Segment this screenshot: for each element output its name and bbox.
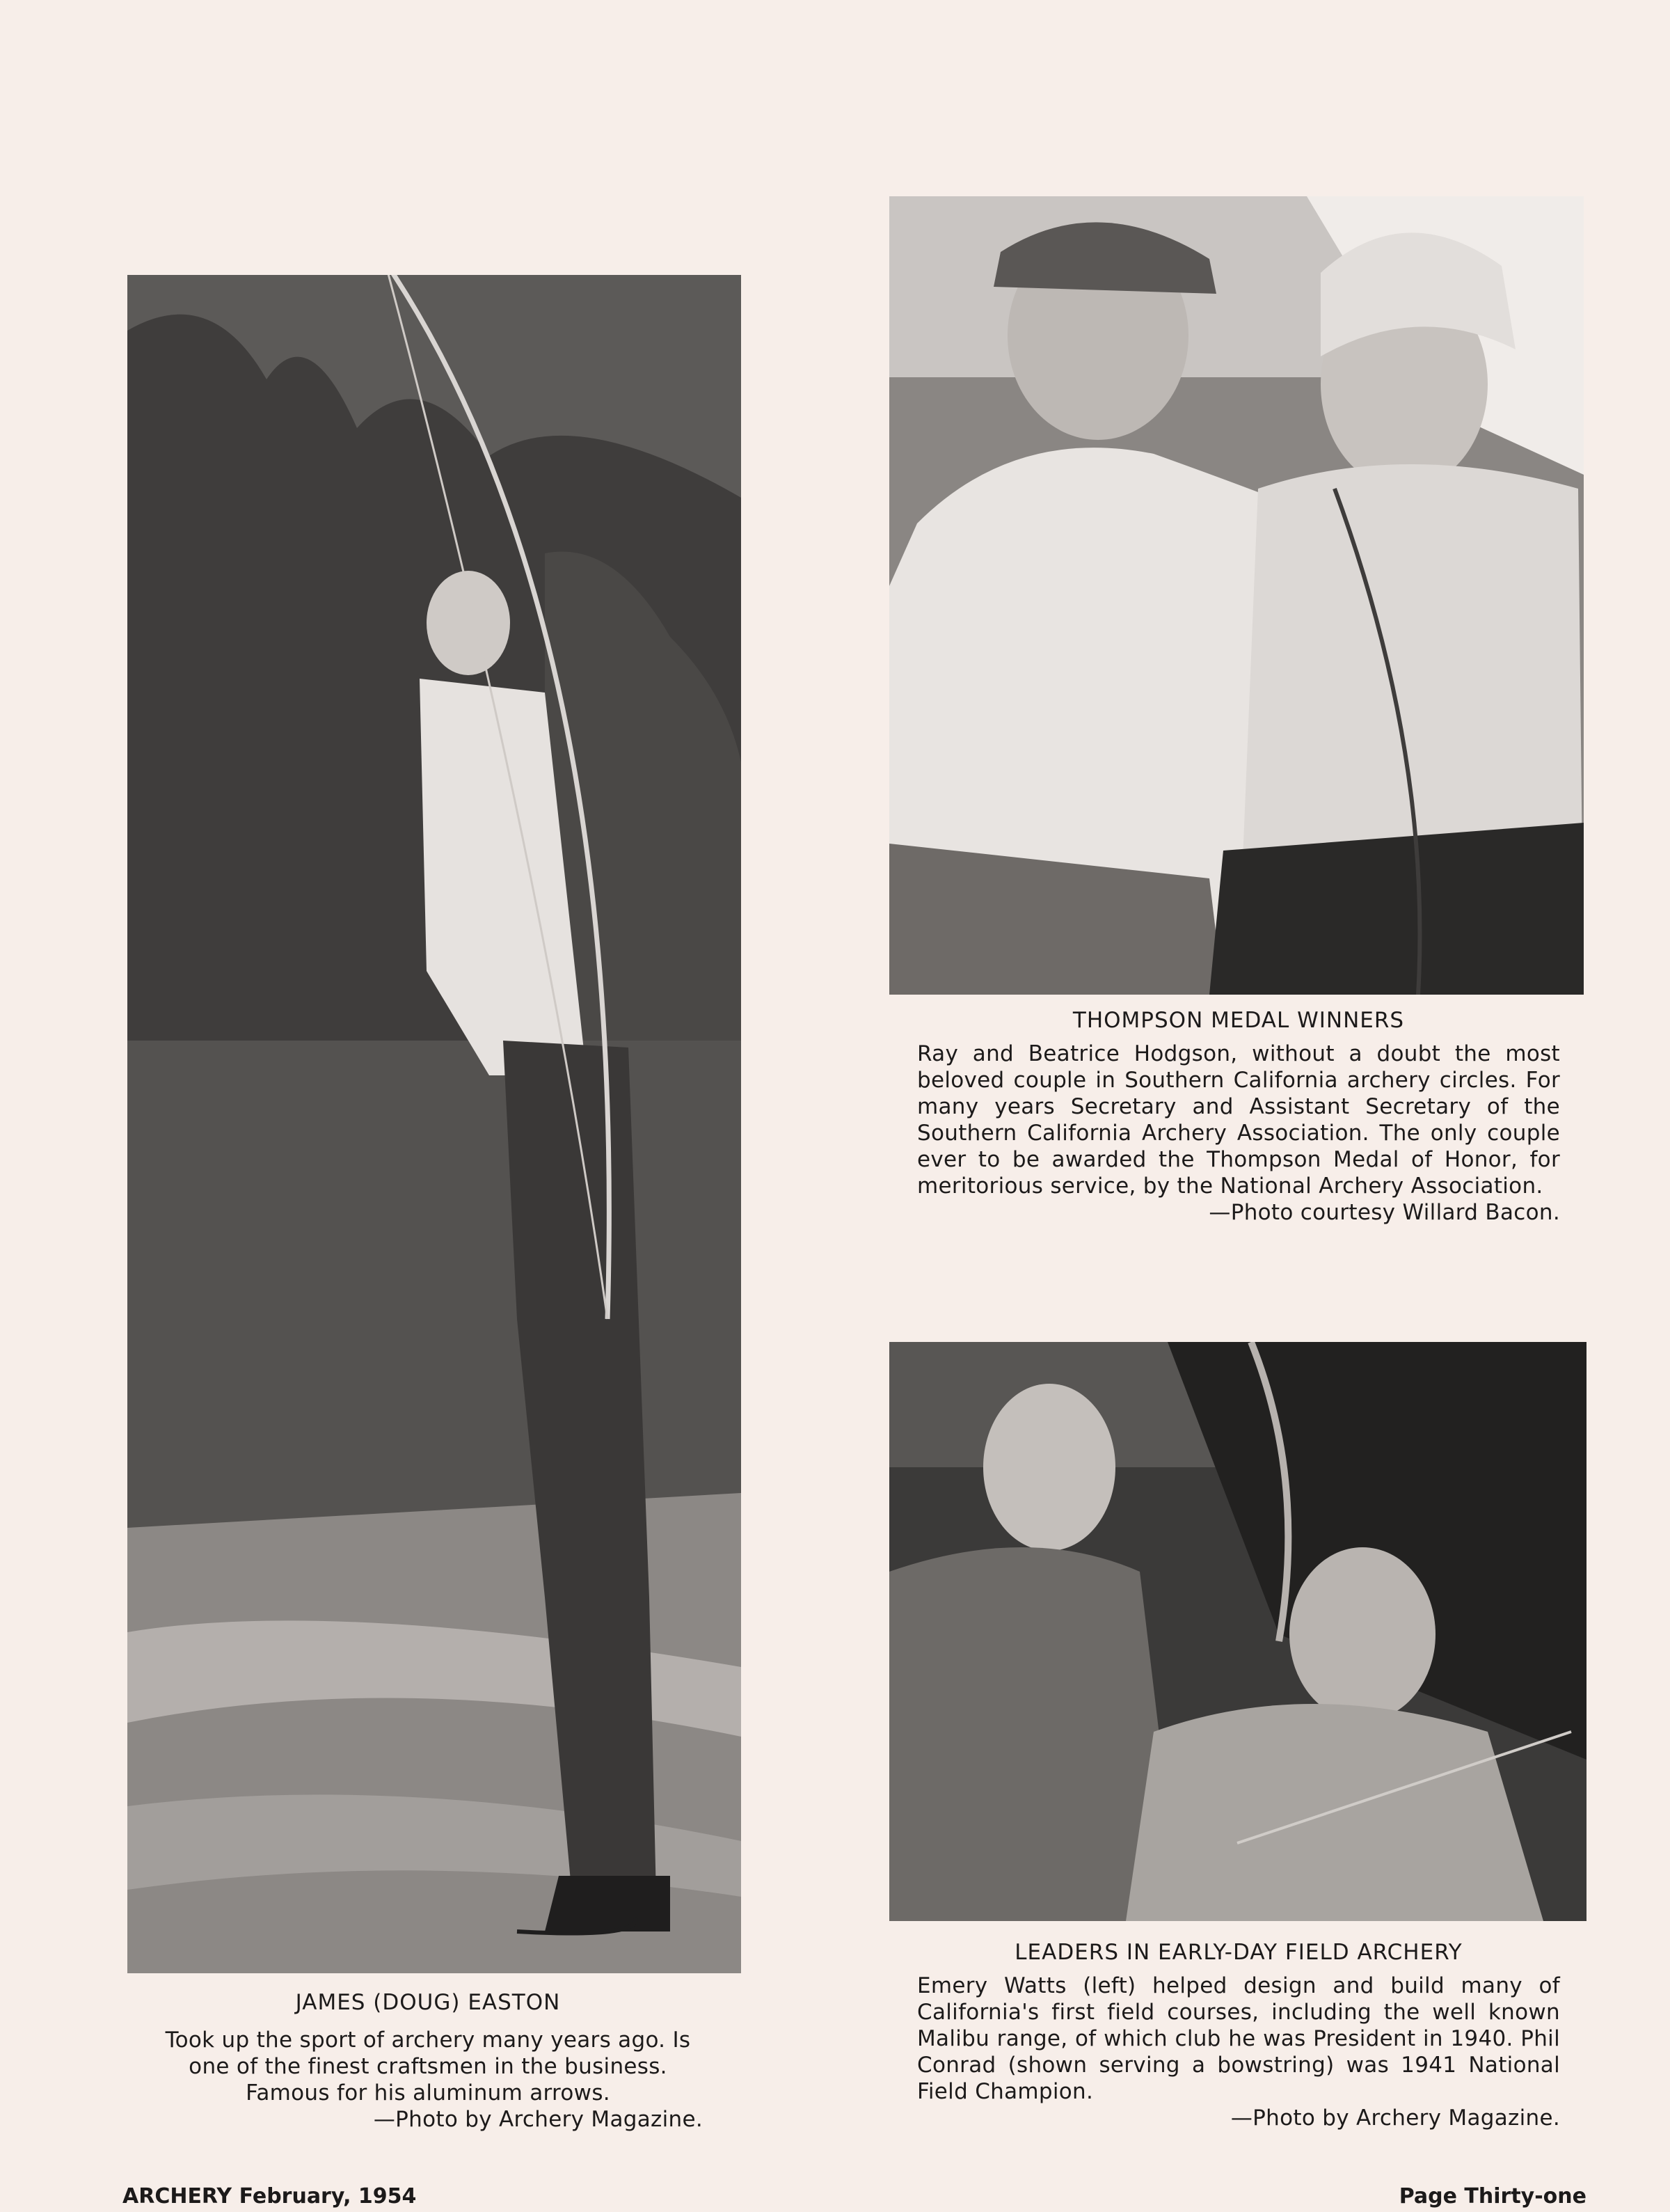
leaders-caption-title: LEADERS IN EARLY-DAY FIELD ARCHERY [1015,1940,1463,1965]
easton-caption-credit: —Photo by Archery Magazine. [373,2107,703,2132]
leaders-caption-body: Emery Watts (left) helped design and build many of California's first field courses, including the well known Malibu range, of which club he was President in 1940. Phil Conrad (shown serving a bowstring) was 1941 National Field Champion. [917,1973,1560,2104]
thompson-caption [917,1007,1560,1226]
leaders-photo-art [889,1342,1586,1921]
thompson-caption-title: THOMPSON MEDAL WINNERS [1072,1008,1405,1033]
easton-photo-art [127,275,741,1973]
easton-caption [132,1989,724,2133]
hodgson-photo [889,196,1584,995]
thompson-caption-credit: —Photo courtesy Willard Bacon. [1209,1200,1560,1225]
leaders-photo [889,1342,1586,1921]
footer-page-number: Page Thirty-one [1399,2184,1586,2209]
footer-magazine-date: ARCHERY February, 1954 [122,2184,417,2209]
easton-caption-line: Took up the sport of archery many years ago. Is [165,2028,691,2053]
thompson-caption-body: Ray and Beatrice Hodgson, without a doubt the most beloved couple in Southern California archery circles. For many years Secretary and Assistant Secretary of the Southern California Archery Association. The only couple ever to be awarded the Thompson Medal of Honor, for meritorious service, by the National Archery Association. [917,1041,1560,1199]
easton-caption-line: one of the finest craftsmen in the business. [189,2054,667,2079]
hodgson-photo-art [889,196,1584,995]
leaders-caption [917,1939,1560,2131]
leaders-caption-credit: —Photo by Archery Magazine. [1230,2106,1560,2131]
easton-caption-title: JAMES (DOUG) EASTON [295,1990,561,2015]
easton-caption-line: Famous for his aluminum arrows. [246,2080,610,2106]
easton-photo [127,275,741,1973]
